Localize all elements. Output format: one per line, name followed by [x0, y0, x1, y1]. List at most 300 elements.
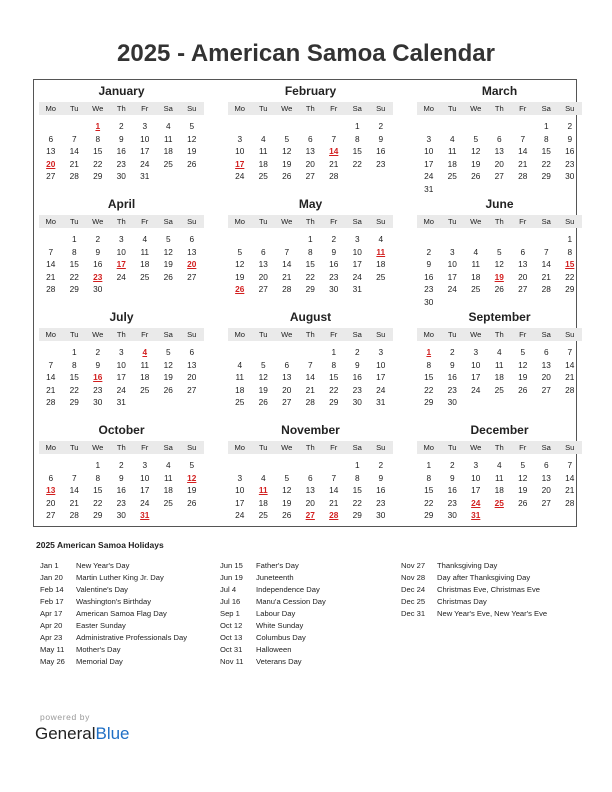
calendar-day: 19 — [163, 372, 173, 382]
calendar-day: 11 — [494, 472, 504, 483]
holiday-name: Thanksgiving Day — [437, 561, 498, 570]
calendar-day: 10 — [140, 472, 150, 483]
calendar-day: 31 — [352, 284, 362, 294]
calendar-day: 6 — [284, 359, 290, 370]
weekday-label: Mo — [423, 104, 435, 113]
weekday-label: We — [92, 330, 104, 339]
calendar-day: 1 — [331, 347, 337, 357]
calendar-day: 11 — [258, 146, 268, 156]
holiday-date-label: Oct 12 — [220, 621, 243, 630]
weekday-label: Su — [187, 330, 197, 339]
calendar-day: 12 — [258, 372, 268, 382]
month-june — [417, 197, 582, 307]
weekday-label: We — [470, 217, 482, 226]
calendar-day: 18 — [235, 384, 245, 395]
calendar-day: 30 — [376, 510, 386, 520]
weekday-label: Sa — [352, 217, 362, 226]
weekday-label: Sa — [352, 104, 362, 113]
weekday-label: Fr — [330, 104, 338, 113]
holiday-name: Halloween — [256, 645, 292, 654]
month-title: May — [298, 197, 323, 211]
holiday-name: American Samoa Flag Day — [76, 609, 167, 618]
weekday-label: Sa — [163, 330, 173, 339]
weekday-label: Tu — [447, 217, 457, 226]
weekday-label: We — [281, 330, 293, 339]
holiday-date: 17 — [235, 158, 245, 169]
calendar-day: 8 — [426, 359, 432, 370]
calendar-day: 10 — [235, 146, 245, 156]
calendar-day: 16 — [447, 372, 457, 382]
calendar-day: 15 — [329, 372, 339, 382]
calendar-day: 14 — [518, 146, 528, 156]
weekday-label: We — [470, 330, 482, 339]
calendar-day: 27 — [258, 284, 268, 294]
holiday-name: Valentine's Day — [76, 585, 128, 594]
month-april — [39, 197, 204, 307]
calendar-day: 27 — [282, 397, 292, 407]
calendar-day: 20 — [46, 497, 56, 508]
holiday-date-label: Apr 17 — [40, 609, 63, 618]
calendar-day: 5 — [189, 460, 195, 470]
calendar-day: 20 — [541, 372, 551, 382]
holiday-name: Juneteenth — [256, 573, 294, 582]
calendar-day: 22 — [352, 158, 362, 169]
weekday-header — [228, 102, 393, 115]
calendar-day: 23 — [447, 384, 457, 395]
holiday-date: 20 — [187, 259, 197, 269]
calendar-day: 11 — [235, 372, 245, 382]
calendar-day: 12 — [518, 359, 528, 370]
calendar-day: 21 — [69, 158, 79, 169]
calendar-day: 11 — [494, 359, 504, 370]
calendar-day: 2 — [449, 460, 455, 470]
calendar-day: 26 — [282, 510, 292, 520]
month-july — [39, 310, 204, 420]
calendar-day: 27 — [518, 284, 528, 294]
calendar-day: 10 — [447, 259, 457, 269]
holiday-date-label: Oct 13 — [220, 633, 243, 642]
month-title: August — [289, 310, 332, 324]
calendar-day: 31 — [424, 183, 434, 194]
calendar-day: 29 — [93, 171, 103, 181]
calendar-day: 24 — [140, 497, 150, 508]
calendar-day: 7 — [48, 246, 54, 257]
calendar-day: 15 — [69, 259, 79, 269]
weekday-label: Sa — [541, 104, 551, 113]
calendar-day: 25 — [163, 158, 173, 169]
calendar-day: 18 — [140, 259, 150, 269]
calendar-day: 15 — [541, 146, 551, 156]
calendar-day: 14 — [565, 359, 575, 370]
calendar-day: 26 — [258, 397, 268, 407]
calendar-day: 30 — [447, 510, 457, 520]
holiday-name: White Sunday — [256, 621, 304, 630]
calendar-day: 28 — [46, 284, 56, 294]
weekday-header — [228, 328, 393, 341]
month-title: January — [98, 84, 145, 98]
weekday-label: We — [92, 443, 104, 452]
weekday-label: Th — [116, 217, 126, 226]
calendar-day: 18 — [471, 271, 481, 282]
weekday-label: Fr — [141, 443, 149, 452]
calendar-day: 21 — [565, 372, 575, 382]
calendar-day: 19 — [187, 146, 197, 156]
calendar-day: 7 — [71, 472, 77, 483]
calendar-day: 4 — [142, 234, 148, 244]
weekday-header — [228, 441, 393, 454]
calendar-day: 8 — [331, 359, 337, 370]
calendar-day: 8 — [354, 133, 360, 144]
holiday-date: 11 — [258, 485, 268, 495]
weekday-header — [417, 102, 582, 115]
holiday-date: 4 — [142, 347, 148, 357]
calendar-day: 22 — [565, 271, 575, 282]
calendar-day: 14 — [46, 372, 56, 382]
calendar-day: 31 — [116, 397, 126, 407]
calendar-day: 9 — [331, 246, 337, 257]
calendar-day: 8 — [426, 472, 432, 483]
calendar-day: 2 — [378, 121, 384, 131]
holiday-name: Mother's Day — [76, 645, 121, 654]
calendar-day: 9 — [95, 359, 101, 370]
calendar-day: 11 — [447, 146, 457, 156]
weekday-label: Fr — [141, 104, 149, 113]
holiday-date-label: Jun 15 — [220, 561, 243, 570]
calendar-day: 14 — [46, 259, 56, 269]
weekday-label: Tu — [447, 330, 457, 339]
calendar-day: 5 — [260, 359, 266, 370]
weekday-label: Su — [565, 217, 575, 226]
calendar-day: 5 — [473, 133, 479, 144]
calendar-day: 24 — [447, 284, 457, 294]
weekday-label: We — [92, 104, 104, 113]
calendar-day: 15 — [93, 485, 103, 495]
calendar-day: 4 — [237, 359, 243, 370]
calendar-day: 21 — [518, 158, 528, 169]
calendar-day: 1 — [307, 234, 313, 244]
calendar-day: 12 — [163, 246, 173, 257]
calendar-day: 16 — [424, 271, 434, 282]
calendar-day: 29 — [424, 397, 434, 407]
calendar-day: 28 — [518, 171, 528, 181]
calendar-day: 27 — [305, 171, 315, 181]
month-january — [39, 84, 204, 194]
calendar-day: 25 — [140, 384, 150, 395]
weekday-label: Mo — [45, 330, 57, 339]
calendar-day: 8 — [95, 472, 101, 483]
weekday-label: Su — [565, 330, 575, 339]
weekday-label: Su — [376, 443, 386, 452]
weekday-label: We — [281, 217, 293, 226]
calendar-day: 26 — [282, 171, 292, 181]
calendar-day: 7 — [331, 472, 337, 483]
calendar-day: 16 — [565, 146, 575, 156]
page-title: 2025 - American Samoa Calendar — [117, 40, 495, 67]
calendar-day: 3 — [354, 234, 360, 244]
calendar-day: 2 — [331, 234, 337, 244]
calendar-day: 16 — [376, 146, 386, 156]
calendar-day: 28 — [329, 171, 339, 181]
weekday-label: Mo — [45, 443, 57, 452]
holiday-date: 1 — [426, 347, 432, 357]
calendar-day: 20 — [518, 271, 528, 282]
calendar-day: 6 — [543, 347, 549, 357]
powered-by-text: powered by — [40, 712, 90, 722]
calendar-day: 5 — [284, 472, 290, 483]
calendar-day: 14 — [305, 372, 315, 382]
calendar-day: 11 — [471, 259, 481, 269]
weekday-header — [417, 215, 582, 228]
calendar-day: 30 — [447, 397, 457, 407]
calendar-day: 25 — [258, 171, 268, 181]
month-title: February — [284, 84, 337, 98]
holiday-date: 24 — [471, 497, 481, 508]
calendar-day: 16 — [116, 146, 126, 156]
calendar-day: 11 — [140, 359, 150, 370]
weekday-header — [417, 328, 582, 341]
calendar-day: 12 — [471, 146, 481, 156]
calendar-day: 30 — [565, 171, 575, 181]
calendar-day: 26 — [163, 271, 173, 282]
generalblue-logo[interactable] — [35, 724, 130, 744]
calendar-day: 17 — [447, 271, 457, 282]
calendar-day: 10 — [116, 359, 126, 370]
calendar-day: 21 — [46, 271, 56, 282]
calendar-day: 15 — [69, 372, 79, 382]
calendar-day: 25 — [235, 397, 245, 407]
calendar-day: 19 — [258, 384, 268, 395]
calendar-day: 14 — [541, 259, 551, 269]
weekday-label: Sa — [352, 330, 362, 339]
calendar-day: 9 — [449, 472, 455, 483]
calendar-day: 6 — [307, 472, 313, 483]
calendar-day: 27 — [541, 497, 551, 508]
calendar-day: 9 — [354, 359, 360, 370]
holiday-date: 11 — [376, 246, 386, 257]
month-december — [417, 423, 582, 533]
calendar-day: 12 — [163, 359, 173, 370]
calendar-day: 27 — [541, 384, 551, 395]
weekday-label: Sa — [352, 443, 362, 452]
calendar-day: 24 — [424, 171, 434, 181]
calendar-day: 9 — [449, 359, 455, 370]
weekday-label: Tu — [69, 330, 79, 339]
calendar-day: 3 — [142, 460, 148, 470]
holiday-date: 28 — [329, 510, 339, 520]
calendar-day: 10 — [376, 359, 386, 370]
calendar-day: 30 — [329, 284, 339, 294]
weekday-label: Fr — [519, 217, 527, 226]
calendar-grid — [33, 79, 577, 527]
calendar-day: 27 — [494, 171, 504, 181]
calendar-day: 3 — [237, 472, 243, 483]
calendar-day: 1 — [354, 121, 360, 131]
calendar-day: 23 — [116, 497, 126, 508]
holiday-date: 26 — [235, 284, 245, 294]
weekday-label: Mo — [45, 104, 57, 113]
holiday-date-label: May 26 — [40, 657, 65, 666]
calendar-day: 10 — [235, 485, 245, 495]
calendar-day: 4 — [496, 347, 502, 357]
calendar-day: 19 — [282, 497, 292, 508]
calendar-day: 19 — [163, 259, 173, 269]
calendar-day: 8 — [95, 133, 101, 144]
calendar-day: 9 — [567, 133, 573, 144]
calendar-day: 25 — [140, 271, 150, 282]
calendar-day: 28 — [565, 497, 575, 508]
holiday-date: 23 — [93, 271, 103, 282]
weekday-label: Th — [305, 104, 315, 113]
calendar-day: 7 — [48, 359, 54, 370]
calendar-day: 17 — [471, 485, 481, 495]
holiday-date-label: Sep 1 — [220, 609, 240, 618]
holiday-date: 13 — [46, 485, 56, 495]
calendar-day: 13 — [305, 146, 315, 156]
calendar-day: 15 — [352, 485, 362, 495]
month-title: March — [481, 84, 518, 98]
month-title: December — [470, 423, 529, 437]
holiday-name: Memorial Day — [76, 657, 123, 666]
calendar-day: 3 — [473, 347, 479, 357]
weekday-label: We — [281, 104, 293, 113]
holiday-name: Christmas Eve, Christmas Eve — [437, 585, 540, 594]
calendar-day: 5 — [165, 347, 171, 357]
calendar-day: 8 — [567, 246, 573, 257]
calendar-day: 10 — [424, 146, 434, 156]
month-title: June — [485, 197, 514, 211]
calendar-day: 22 — [305, 271, 315, 282]
holiday-date: 16 — [93, 372, 103, 382]
calendar-day: 21 — [541, 271, 551, 282]
calendar-day: 26 — [518, 384, 528, 395]
calendar-day: 25 — [494, 384, 504, 395]
month-title: September — [468, 310, 531, 324]
calendar-day: 4 — [473, 246, 479, 257]
calendar-day: 27 — [46, 171, 56, 181]
holiday-name: Christmas Day — [437, 597, 487, 606]
holiday-date: 12 — [187, 472, 197, 483]
calendar-day: 18 — [494, 372, 504, 382]
calendar-day: 30 — [352, 397, 362, 407]
calendar-day: 3 — [118, 347, 124, 357]
calendar-day: 9 — [378, 472, 384, 483]
weekday-label: Th — [116, 104, 126, 113]
calendar-day: 18 — [140, 372, 150, 382]
calendar-day: 27 — [46, 510, 56, 520]
calendar-day: 23 — [93, 384, 103, 395]
holiday-name: Veterans Day — [256, 657, 302, 666]
calendar-day: 4 — [260, 472, 266, 483]
calendar-day: 28 — [305, 397, 315, 407]
calendar-day: 22 — [69, 271, 79, 282]
holiday-date-label: Nov 11 — [220, 657, 244, 666]
calendar-day: 19 — [518, 372, 528, 382]
calendar-day: 11 — [140, 246, 150, 257]
weekday-label: We — [470, 104, 482, 113]
month-march — [417, 84, 582, 194]
holiday-name: Columbus Day — [256, 633, 306, 642]
calendar-day: 26 — [471, 171, 481, 181]
weekday-label: Sa — [541, 443, 551, 452]
calendar-day: 13 — [305, 485, 315, 495]
calendar-day: 4 — [496, 460, 502, 470]
calendar-day: 24 — [235, 510, 245, 520]
calendar-day: 5 — [496, 246, 502, 257]
calendar-day: 25 — [376, 271, 386, 282]
weekday-label: Th — [494, 104, 504, 113]
weekday-label: Th — [305, 217, 315, 226]
calendar-day: 7 — [331, 133, 337, 144]
calendar-day: 2 — [449, 347, 455, 357]
calendar-day: 19 — [518, 485, 528, 495]
calendar-day: 23 — [352, 384, 362, 395]
holiday-date: 20 — [46, 158, 56, 169]
weekday-label: Mo — [234, 443, 246, 452]
weekday-label: Tu — [69, 104, 79, 113]
calendar-day: 24 — [235, 171, 245, 181]
calendar-day: 9 — [118, 133, 124, 144]
calendar-day: 17 — [235, 497, 245, 508]
calendar-day: 23 — [376, 497, 386, 508]
calendar-day: 29 — [541, 171, 551, 181]
holiday-date-label: Jan 1 — [40, 561, 59, 570]
calendar-day: 9 — [95, 246, 101, 257]
calendar-day: 6 — [307, 133, 313, 144]
calendar-day: 5 — [520, 460, 526, 470]
calendar-day: 6 — [543, 460, 549, 470]
weekday-label: Tu — [258, 104, 268, 113]
calendar-day: 8 — [543, 133, 549, 144]
holiday-name: Father's Day — [256, 561, 299, 570]
calendar-day: 2 — [95, 347, 101, 357]
calendar-day: 15 — [424, 372, 434, 382]
calendar-day: 12 — [235, 259, 245, 269]
holiday-name: Administrative Professionals Day — [76, 633, 187, 642]
calendar-day: 28 — [541, 284, 551, 294]
brand-general: General — [35, 724, 96, 743]
calendar-day: 1 — [71, 234, 77, 244]
calendar-day: 20 — [282, 384, 292, 395]
weekday-label: Fr — [519, 104, 527, 113]
calendar-day: 16 — [447, 485, 457, 495]
calendar-day: 16 — [329, 259, 339, 269]
calendar-day: 27 — [187, 271, 197, 282]
calendar-day: 21 — [282, 271, 292, 282]
calendar-day: 26 — [187, 158, 197, 169]
calendar-day: 28 — [46, 397, 56, 407]
calendar-day: 2 — [354, 347, 360, 357]
calendar-day: 17 — [376, 372, 386, 382]
holiday-date: 17 — [116, 259, 126, 269]
month-november — [228, 423, 393, 533]
calendar-day: 16 — [352, 372, 362, 382]
weekday-label: Su — [376, 217, 386, 226]
calendar-day: 24 — [352, 271, 362, 282]
weekday-label: Tu — [69, 443, 79, 452]
calendar-day: 5 — [284, 133, 290, 144]
calendar-day: 7 — [284, 246, 290, 257]
calendar-day: 17 — [140, 485, 150, 495]
month-title: November — [281, 423, 340, 437]
month-title: July — [109, 310, 134, 324]
holiday-date-label: Jun 19 — [220, 573, 243, 582]
calendar-day: 5 — [189, 121, 195, 131]
holiday-date-label: Nov 28 — [401, 573, 426, 582]
weekday-label: Fr — [330, 217, 338, 226]
holiday-date-label: Jul 4 — [220, 585, 237, 594]
weekday-label: Su — [565, 104, 575, 113]
holiday-date-label: May 11 — [40, 645, 65, 654]
